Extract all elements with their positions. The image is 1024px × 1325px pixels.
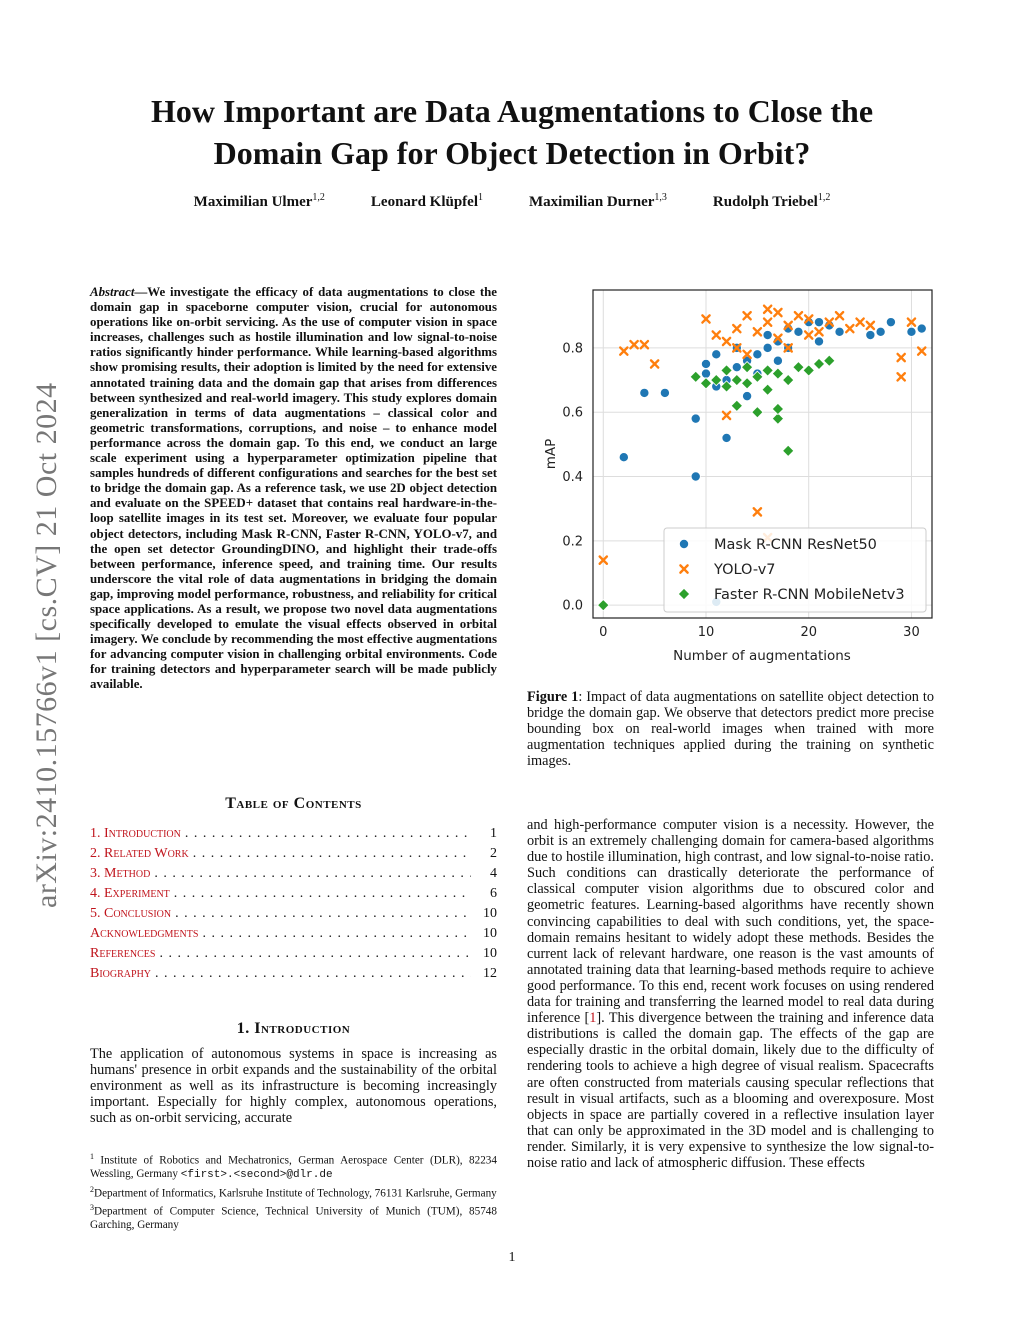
mask-rcnn-point [619, 453, 628, 462]
yolo-point [856, 319, 863, 326]
faster-rcnn-point [731, 400, 742, 411]
yolo-point [846, 325, 853, 332]
faster-rcnn-point [783, 445, 794, 456]
author: Maximilian Ulmer$^{1,2}$ [193, 192, 325, 210]
abstract [90, 285, 497, 693]
mask-rcnn-point [835, 327, 844, 336]
toc-entry[interactable]: Biography . . . 12 [90, 966, 497, 986]
caption-label: Figure 1 [527, 689, 579, 705]
faster-rcnn-point [824, 355, 835, 366]
yolo-point [836, 312, 843, 319]
yolo-point [815, 328, 822, 335]
figure-1 [527, 282, 937, 672]
mask-rcnn-point [773, 356, 782, 365]
author-list [90, 192, 934, 211]
yolo-point [733, 325, 740, 332]
mask-rcnn-point [917, 324, 926, 333]
mask-rcnn-point [763, 330, 772, 339]
mask-rcnn-point [753, 350, 762, 359]
yolo-point [918, 347, 925, 354]
toc-entry[interactable]: Acknowledgments . . . 10 [90, 926, 497, 946]
x-tick-label: 0 [599, 625, 608, 640]
yolo-point [723, 338, 730, 345]
mask-rcnn-point [876, 327, 885, 336]
legend-label: Faster R-CNN MobileNetv3 [714, 587, 905, 603]
author: Leonard Klüpfel$^1$ [370, 192, 484, 210]
yolo-point [754, 328, 761, 335]
footnote-1: $^1$ Institute of Robotics and Mechatronics, German Aerospace Center (DLR), 82234 Wessling, Germany <first>.<second>@dlr.de [90, 1152, 497, 1182]
footnotes [90, 1150, 497, 1233]
faster-rcnn-point [813, 358, 824, 369]
faster-rcnn-point [772, 368, 783, 379]
yolo-point [898, 373, 905, 380]
x-tick-label: 20 [800, 625, 818, 640]
table-of-contents [90, 826, 497, 986]
yolo-point [795, 312, 802, 319]
yolo-point [620, 347, 627, 354]
toc-entry[interactable]: 5. Conclusion . . . 10 [90, 906, 497, 926]
mask-rcnn-point [691, 472, 700, 481]
legend-marker [679, 539, 688, 548]
toc-entry[interactable]: 4. Experiment . . . 6 [90, 886, 497, 906]
title-line-1: How Important are Data Augmentations to Close the [150, 93, 874, 129]
x-tick-label: 30 [903, 625, 920, 640]
faster-rcnn-point [803, 365, 814, 376]
mask-rcnn-point [701, 359, 710, 368]
x-axis-label: Number of augmentations [673, 648, 851, 664]
legend-label: YOLO-v7 [714, 562, 776, 578]
yolo-point [764, 319, 771, 326]
mask-rcnn-point [732, 363, 741, 372]
caption-text: : Impact of data augmentations on satellite object detection to bridge the domain gap. We observe that detectors predict more precise bounding box on real-world images when trained with more augmentation techniques applied during the training on synthetic images. [527, 689, 934, 770]
mask-rcnn-point [701, 369, 710, 378]
mask-rcnn-point [886, 318, 895, 327]
scatter-chart [527, 282, 937, 672]
title-line-2: Domain Gap for Object Detection in Orbit? [213, 135, 811, 171]
toc-entry[interactable]: 2. Related Work . . . 2 [90, 846, 497, 866]
mask-rcnn-point [866, 330, 875, 339]
yolo-point [641, 341, 648, 348]
faster-rcnn-point [700, 378, 711, 389]
yolo-point [898, 354, 905, 361]
yolo-point [630, 341, 637, 348]
yolo-point [754, 508, 761, 515]
toc-title: Table of Contents [225, 795, 362, 812]
y-axis-label: mAP [543, 438, 559, 470]
y-tick-label: 0.4 [562, 470, 583, 486]
toc-entry[interactable]: References . . . 10 [90, 946, 497, 966]
yolo-point [713, 331, 720, 338]
mask-rcnn-point [691, 414, 700, 423]
footnote-3: $^3$Department of Computer Science, Technical University of Munich (TUM), 85748 Garching, Germany [90, 1202, 497, 1232]
section-heading: 1. Introduction [236, 1020, 351, 1037]
legend-label: Mask R-CNN ResNet50 [714, 537, 877, 553]
mask-rcnn-point [660, 388, 669, 397]
author: Rudolph Triebel$^{1,2}$ [712, 192, 831, 210]
abstract-label: Abstract [90, 285, 135, 299]
yolo-point [774, 309, 781, 316]
faster-rcnn-point [690, 371, 701, 382]
page-number: 1 [508, 1250, 516, 1265]
x-tick-label: 10 [697, 625, 715, 640]
mask-rcnn-point [640, 388, 649, 397]
faster-rcnn-point [598, 600, 609, 611]
email-address: <first>.<second>@dlr.de [180, 1169, 333, 1182]
faster-rcnn-point [741, 378, 752, 389]
yolo-point [743, 312, 750, 319]
mask-rcnn-point [794, 327, 803, 336]
toc-entry[interactable]: 1. Introduction . . . 1 [90, 826, 497, 846]
mask-rcnn-point [712, 350, 721, 359]
mask-rcnn-point [763, 343, 772, 352]
mask-rcnn-point [814, 337, 823, 346]
y-tick-label: 0.6 [562, 405, 583, 421]
chart-legend [664, 528, 926, 612]
y-tick-label: 0.0 [562, 598, 583, 614]
right-column-text: and high-performance computer vision is a necessity. However, the orbit is an extremely challenging domain for camera-based algorithms due to hostile illumination, high contrast, and low signal-to-noise ratio. Such conditions can drastically deteriorate the performance of classical computer vision algorithms due to obscured color and geometric features. Learning-based algorithms have recently shown convincing capabilities to deal with such conditions, yet, the space-domain remains hesitant to widely adopt these methods. Besides the current lack of relevant hardware, one reason is the vast amounts of annotated training data that learning-based methods require to achieve good performance. To this end, recent work focuses on using rendered data for training and transferring the learned model to real data during inference [1]. This divergence between the training and inference data distributions is called the domain gap. The effects of the gap are especially drastic in the orbital domain, likely due to the difficulty of rendering tools to achieve a high degree of visual realism. Spacecrafts are often constructed from materials causing specular reflections that result in visual artifacts, such as a blooming and overexposure. Most objects in space are partially covered in a reflective insulation layer that can only be approximated in the 3D model and is challenging to render. Similarly, it is very expensive to synthesize the low signal-to-noise ratio and lack of atmospheric diffusion. These effects [527, 817, 934, 1171]
abstract-text: —We investigate the efficacy of data augmentations to close the domain gap in spaceborne computer vision, crucial for autonomous operations like on-orbit servicing. As the use of computer vision in space increases, challenges such as hostile illumination and low signal-to-noise ratios significantly hinder performance. While learning-based algorithms show promising results, their adoption is limited by the need for extensive annotated training data and the domain gap that arises from differences between synthesized and real-world imagery. This study explores domain generalization in terms of data augmentations – classical color and geometric transformations, corruptions, and noise – to enhance model performance across the domain gap. To this end, we conduct an large scale experiment using a hyperparameter optimization pipeline that samples hundreds of different configurations and searches for the best set to bridge the domain gap. As a reference task, we use 2D object detection and evaluate on the SPEED+ dataset that contains real hardware-in-the-loop satellite images in its test set. Moreover, we evaluate four popular object detectors, including Mask R-CNN, Faster R-CNN, YOLO-v7, and the open set detector GroundingDINO, and highlight their trade-offs between performance, inference speed, and training time. Our results underscore the vital role of data augmentations in bridging the domain gap, improving model performance, robustness, and reliability for critical space applications. As a result, we propose two novel data augmentations specifically developed to emulate the visual effects observed in orbital imagery. We conclude by recommending the most effective augmentations for advancing computer vision in challenging orbital environments. Code for training detectors and hyperparameter search will be made publicly available. [90, 285, 497, 692]
faster-rcnn-point [731, 374, 742, 385]
mask-rcnn-point [907, 327, 916, 336]
footnote-2: $^2$Department of Informatics, Karlsruhe Institute of Technology, 76131 Karlsruhe, Germany [90, 1184, 497, 1200]
toc-entry[interactable]: 3. Method . . . 4 [90, 866, 497, 886]
mask-rcnn-point [814, 318, 823, 327]
intro-paragraph: The application of autonomous systems in space is increasing as humans' presence in orbit expands and the sustainability of the orbital environment as well as its infrastructure is becoming increasingly important. Especially for highly complex, autonomous operations, such as on-orbit servicing, accurate [90, 1046, 497, 1127]
author: Maximilian Durner$^{1,3}$ [529, 192, 667, 210]
arxiv-stamp: arXiv:2410.15766v1 [cs.CV] 21 Oct 2024 [30, 382, 63, 908]
yolo-point [764, 306, 771, 313]
faster-rcnn-point [783, 374, 794, 385]
mask-rcnn-point [742, 392, 751, 401]
faster-rcnn-point [772, 403, 783, 414]
mask-rcnn-point [722, 433, 731, 442]
yolo-point [867, 322, 874, 329]
faster-rcnn-point [793, 362, 804, 373]
figure-caption [527, 689, 934, 769]
citation-link[interactable]: 1 [589, 1010, 597, 1027]
yolo-point [723, 412, 730, 419]
yolo-point [651, 360, 658, 367]
faster-rcnn-point [762, 365, 773, 376]
faster-rcnn-point [721, 365, 732, 376]
faster-rcnn-point [752, 407, 763, 418]
y-tick-label: 0.8 [562, 341, 583, 357]
faster-rcnn-point [762, 384, 773, 395]
y-tick-label: 0.2 [562, 534, 583, 550]
paper-title [90, 90, 934, 174]
